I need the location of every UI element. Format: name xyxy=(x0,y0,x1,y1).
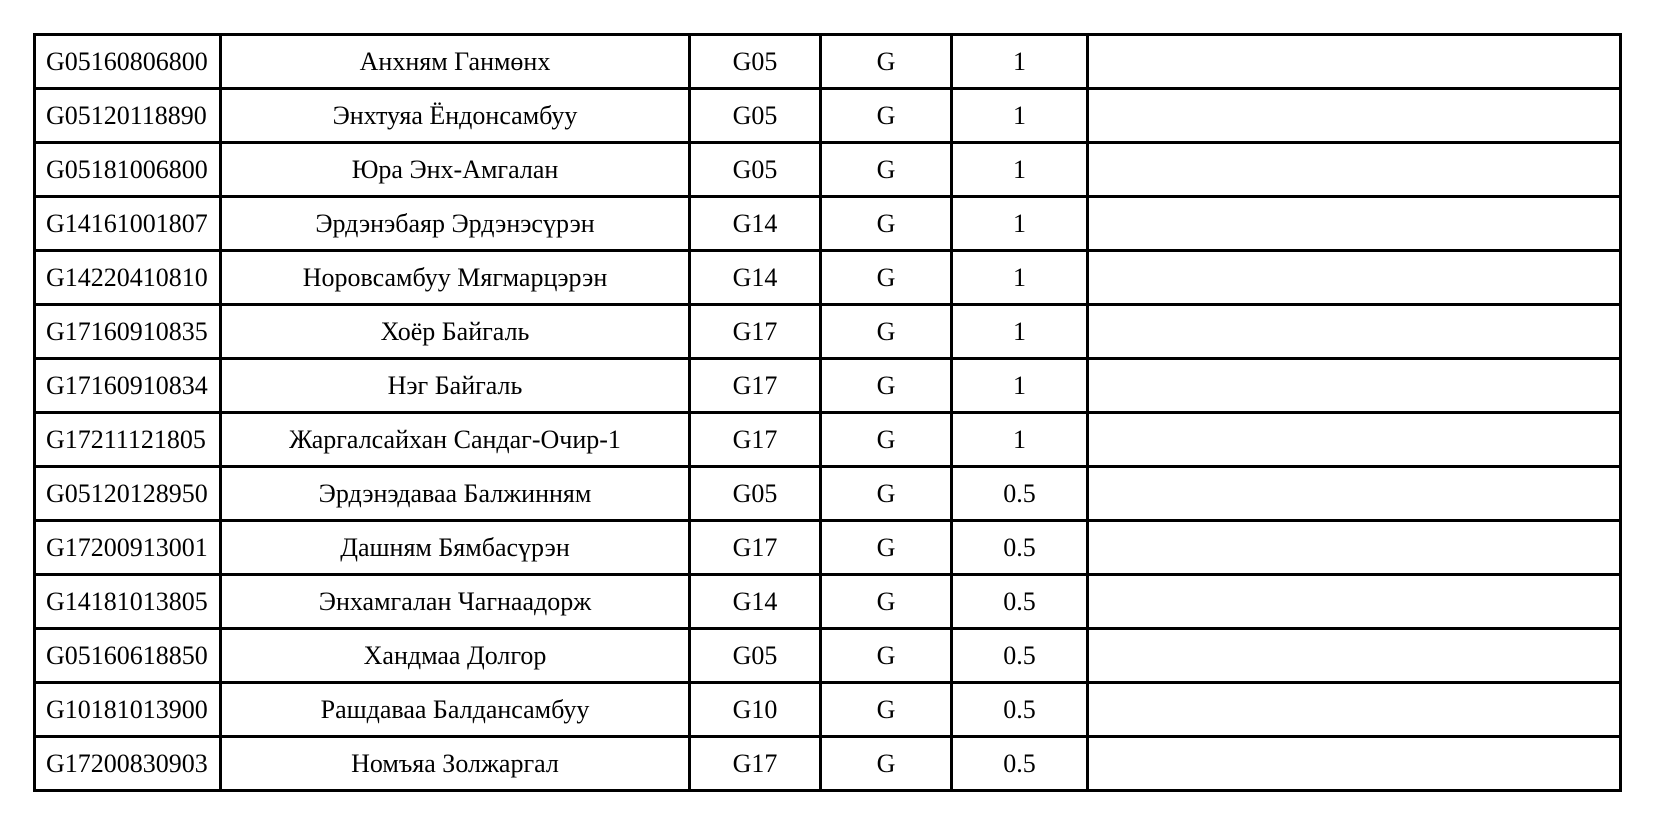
note-cell xyxy=(1088,89,1621,143)
note-cell xyxy=(1088,143,1621,197)
note-cell xyxy=(1088,251,1621,305)
name-cell: Эрдэнэдаваа Балжинням xyxy=(221,467,690,521)
name-cell: Энхамгалан Чагнаадорж xyxy=(221,575,690,629)
name-cell: Юра Энх-Амгалан xyxy=(221,143,690,197)
name-cell: Энхтуяа Ёндонсамбуу xyxy=(221,89,690,143)
note-cell xyxy=(1088,197,1621,251)
name-cell: Рашдаваа Балдансамбуу xyxy=(221,683,690,737)
group-cell: G05 xyxy=(690,629,821,683)
note-cell xyxy=(1088,413,1621,467)
note-cell xyxy=(1088,521,1621,575)
table-row xyxy=(35,413,1621,467)
note-cell xyxy=(1088,305,1621,359)
note-cell xyxy=(1088,575,1621,629)
table-body xyxy=(35,35,1621,791)
category-cell: G xyxy=(821,629,952,683)
score-cell: 0.5 xyxy=(952,683,1088,737)
score-cell: 1 xyxy=(952,197,1088,251)
table-row xyxy=(35,89,1621,143)
name-cell: Хоёр Байгаль xyxy=(221,305,690,359)
category-cell: G xyxy=(821,35,952,89)
score-cell: 1 xyxy=(952,143,1088,197)
table-row xyxy=(35,737,1621,791)
code-cell: G17200913001 xyxy=(35,521,221,575)
name-cell: Нэг Байгаль xyxy=(221,359,690,413)
name-cell: Номъяа Золжаргал xyxy=(221,737,690,791)
category-cell: G xyxy=(821,575,952,629)
code-cell: G14220410810 xyxy=(35,251,221,305)
name-cell: Норовсамбуу Мягмарцэрэн xyxy=(221,251,690,305)
table-row xyxy=(35,251,1621,305)
group-cell: G17 xyxy=(690,359,821,413)
group-cell: G17 xyxy=(690,305,821,359)
code-cell: G05160806800 xyxy=(35,35,221,89)
group-cell: G14 xyxy=(690,575,821,629)
group-cell: G14 xyxy=(690,251,821,305)
category-cell: G xyxy=(821,737,952,791)
category-cell: G xyxy=(821,89,952,143)
group-cell: G05 xyxy=(690,467,821,521)
category-cell: G xyxy=(821,359,952,413)
code-cell: G17200830903 xyxy=(35,737,221,791)
table-row xyxy=(35,359,1621,413)
table-row xyxy=(35,467,1621,521)
score-cell: 0.5 xyxy=(952,737,1088,791)
note-cell xyxy=(1088,683,1621,737)
score-cell: 0.5 xyxy=(952,521,1088,575)
category-cell: G xyxy=(821,521,952,575)
code-cell: G05120118890 xyxy=(35,89,221,143)
group-cell: G05 xyxy=(690,35,821,89)
name-cell: Дашням Бямбасүрэн xyxy=(221,521,690,575)
score-cell: 1 xyxy=(952,359,1088,413)
code-cell: G10181013900 xyxy=(35,683,221,737)
score-cell: 1 xyxy=(952,305,1088,359)
group-cell: G17 xyxy=(690,521,821,575)
name-cell: Хандмаа Долгор xyxy=(221,629,690,683)
code-cell: G05120128950 xyxy=(35,467,221,521)
note-cell xyxy=(1088,629,1621,683)
name-cell: Анхням Ганмөнх xyxy=(221,35,690,89)
code-cell: G17211121805 xyxy=(35,413,221,467)
note-cell xyxy=(1088,467,1621,521)
note-cell xyxy=(1088,35,1621,89)
score-cell: 1 xyxy=(952,413,1088,467)
score-cell: 1 xyxy=(952,251,1088,305)
note-cell xyxy=(1088,737,1621,791)
code-cell: G05160618850 xyxy=(35,629,221,683)
table-row xyxy=(35,629,1621,683)
group-cell: G10 xyxy=(690,683,821,737)
name-cell: Эрдэнэбаяр Эрдэнэсүрэн xyxy=(221,197,690,251)
table-row xyxy=(35,35,1621,89)
category-cell: G xyxy=(821,143,952,197)
category-cell: G xyxy=(821,305,952,359)
table-row xyxy=(35,575,1621,629)
results-table xyxy=(33,33,1622,792)
table-row xyxy=(35,521,1621,575)
category-cell: G xyxy=(821,251,952,305)
score-cell: 1 xyxy=(952,35,1088,89)
category-cell: G xyxy=(821,197,952,251)
group-cell: G05 xyxy=(690,143,821,197)
group-cell: G17 xyxy=(690,413,821,467)
table-row xyxy=(35,305,1621,359)
code-cell: G05181006800 xyxy=(35,143,221,197)
code-cell: G17160910835 xyxy=(35,305,221,359)
group-cell: G17 xyxy=(690,737,821,791)
category-cell: G xyxy=(821,683,952,737)
code-cell: G14161001807 xyxy=(35,197,221,251)
score-cell: 0.5 xyxy=(952,467,1088,521)
score-cell: 0.5 xyxy=(952,575,1088,629)
table-row xyxy=(35,683,1621,737)
code-cell: G17160910834 xyxy=(35,359,221,413)
table-row xyxy=(35,143,1621,197)
score-cell: 0.5 xyxy=(952,629,1088,683)
score-cell: 1 xyxy=(952,89,1088,143)
table-row xyxy=(35,197,1621,251)
code-cell: G14181013805 xyxy=(35,575,221,629)
note-cell xyxy=(1088,359,1621,413)
category-cell: G xyxy=(821,413,952,467)
name-cell: Жаргалсайхан Сандаг-Очир-1 xyxy=(221,413,690,467)
category-cell: G xyxy=(821,467,952,521)
group-cell: G05 xyxy=(690,89,821,143)
group-cell: G14 xyxy=(690,197,821,251)
